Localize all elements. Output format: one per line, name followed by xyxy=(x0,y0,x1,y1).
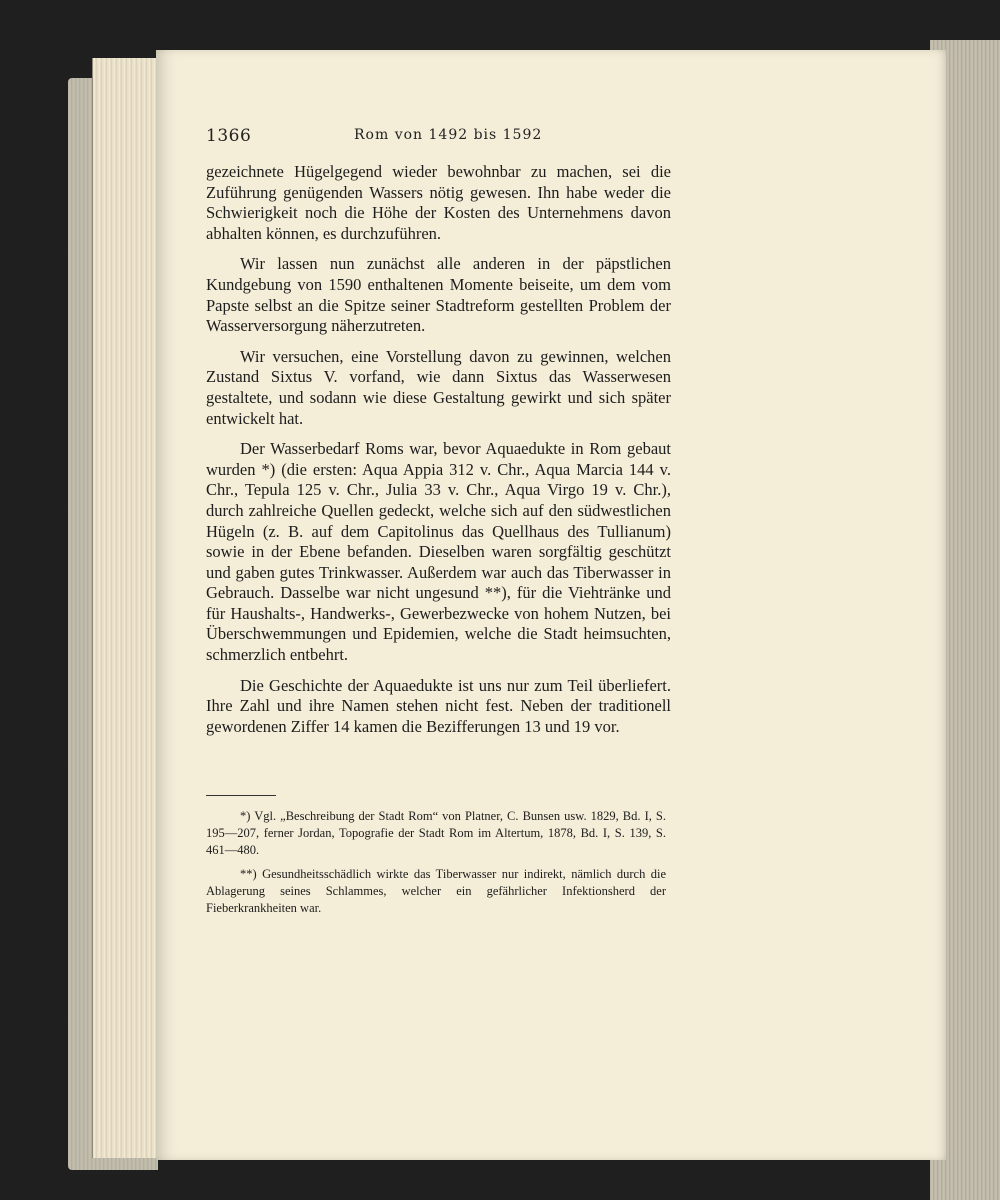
running-title: Rom von 1492 bis 1592 xyxy=(354,127,543,143)
page-header xyxy=(206,126,666,152)
paragraph: Wir versuchen, eine Vorstellung davon zu gewinnen, welchen Zustand Sixtus V. vorfand, wie dann Sixtus das Wasserwesen gestaltete, und sodann wie diese Gestaltung gewirkt und sich später entwickelt hat. xyxy=(206,346,671,428)
page-number: 1366 xyxy=(206,126,252,146)
footnote: **) Gesundheitsschädlich wirkte das Tiberwasser nur indirekt, nämlich durch die Ablagerung seines Schlammes, welcher ein gefährlicher Infektionsherd der Fieberkrankheiten war. xyxy=(206,867,666,915)
footnote: *) Vgl. „Beschreibung der Stadt Rom“ von Platner, C. Bunsen usw. 1829, Bd. I, S. 195—207, ferner Jordan, Topografie der Stadt Rom im Altertum, 1878, Bd. I, S. 139, S. 461—480. xyxy=(206,809,666,857)
footnotes xyxy=(206,808,666,924)
page-edges xyxy=(92,58,163,1158)
paragraph: Die Geschichte der Aquaedukte ist uns nur zum Teil überliefert. Ihre Zahl und ihre Namen stehen nicht fest. Neben der traditionell gewordenen Ziffer 14 kamen die Bezifferungen 13 und 19 vor. xyxy=(206,675,671,736)
paragraph: Der Wasserbedarf Roms war, bevor Aquaedukte in Rom gebaut wurden *) (die ersten: Aqua Appia 312 v. Chr., Aqua Marcia 144 v. Chr., Tepula 125 v. Chr., Julia 33 v. Chr., Aqua Virgo 19 v. Chr.), durch zahlreiche Quellen gedeckt, welche sich auf den südwestlichen Hügeln (z. B. auf dem Capitolinus das Quellhaus des Tullianum) sowie in der Ebene befanden. Dieselben waren sorgfältig geschützt und gaben gutes Trinkwasser. Außerdem war auch das Tiberwasser in Gebrauch. Dasselbe war nicht ungesund **), für die Viehtränke und für Haushalts-, Handwerks-, Gewerbezwecke von hohem Nutzen, bei Überschwemmungen und Epidemien, welche die Stadt heimsuchten, schmerzlich entbehrt. xyxy=(206,439,671,665)
main-text xyxy=(206,162,671,747)
paragraph: gezeichnete Hügelgegend wieder bewohnbar zu machen, sei die Zuführung genügenden Wassers nötig gewesen. Ihn habe weder die Schwierigkeit noch die Höhe der Kosten des Unternehmens davon abhalten können, es durchzuführen. xyxy=(206,162,671,243)
paragraph: Wir lassen nun zunächst alle anderen in der päpstlichen Kundgebung von 1590 enthaltenen Momente beiseite, um dem vom Papste selbst an die Spitze seiner Stadtreform gestellten Problem der Wasserversorgung näherzutreten. xyxy=(206,254,671,336)
footnote-rule xyxy=(206,795,276,796)
